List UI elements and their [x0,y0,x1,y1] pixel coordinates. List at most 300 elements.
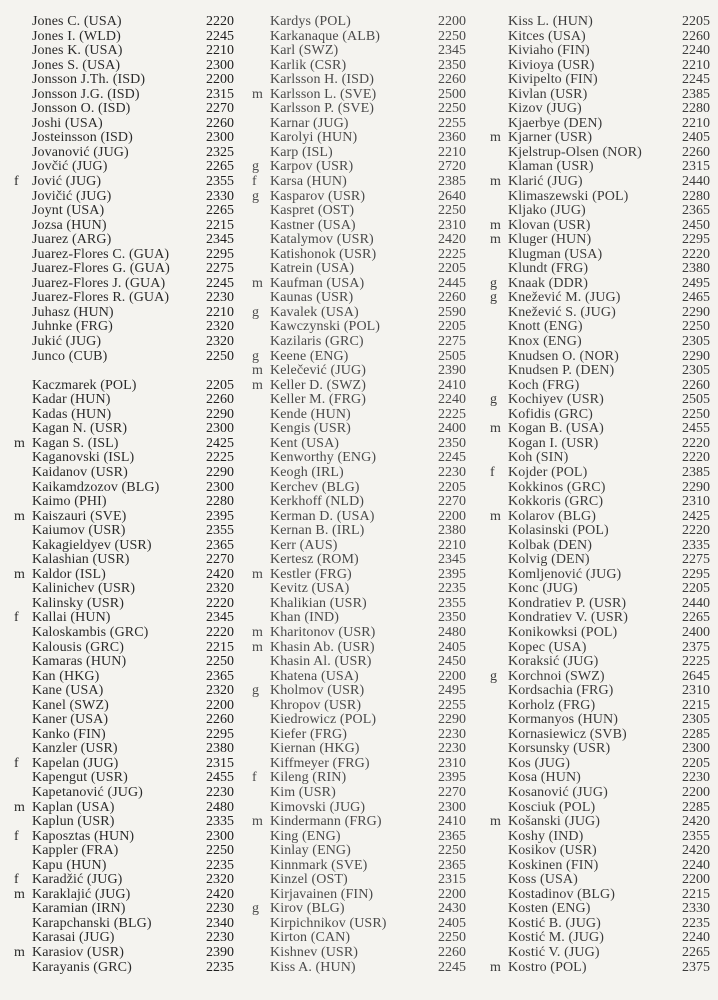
player-rating: 2295 [682,566,710,582]
player-row [488,219,710,234]
player-rating: 2320 [206,319,234,335]
player-row [488,510,710,525]
player-row [12,742,234,757]
player-name: Kornasiewicz (SVB) [508,727,627,742]
player-name: Kagan N. (USR) [32,422,128,437]
player-rating: 2240 [438,392,466,408]
player-row [488,670,710,685]
player-rating: 2215 [682,886,710,902]
player-name: Knaak (DDR) [508,276,589,291]
player-name: Jones K. (USA) [32,44,123,59]
player-rating: 2250 [206,348,234,364]
player-rating: 2210 [438,537,466,553]
player-rating: 2445 [438,275,466,291]
player-row [12,393,234,408]
player-row [488,611,710,626]
player-name: Korsunsky (USR) [508,742,611,757]
player-name: Karp (ISL) [270,145,333,160]
player-name: Kardys (POL) [270,15,351,29]
player-name: Keller D. (SWZ) [270,378,366,393]
player-name: Kapelan (JUG) [32,756,119,771]
player-row [250,597,466,612]
player-name: Kiernan (HKG) [270,742,360,757]
player-rating: 2215 [682,697,710,713]
player-name: Kaimo (PHI) [32,495,107,510]
player-rating: 2250 [438,28,466,44]
player-rating: 2245 [206,28,234,44]
player-row [12,961,234,976]
player-row [488,888,710,903]
player-rating: 2220 [206,595,234,611]
player-row [12,553,234,568]
player-rating: 2210 [682,115,710,131]
player-name: Klovan (USR) [508,218,591,233]
player-name: Kanzler (USR) [32,742,118,757]
player-row [250,15,466,30]
player-name: Kolvig (DEN) [508,553,590,568]
player-name: Kivipelto (FIN) [508,73,598,88]
player-name: Kende (HUN) [270,407,351,422]
player-row [12,801,234,816]
player-row [12,888,234,903]
player-row [250,219,466,234]
player-rating: 2480 [438,624,466,640]
player-rating: 2205 [206,377,234,393]
player-title: g [252,683,259,699]
player-rating: 2310 [438,755,466,771]
player-name: Juarez-Flores G. (GUA) [32,262,170,277]
player-rating: 2310 [682,494,710,510]
player-title: m [14,945,25,960]
player-name: Kostadinov (BLG) [508,887,615,902]
player-row [488,728,710,743]
player-name: Kerchev (BLG) [270,480,360,495]
player-name: Kizov (JUG) [508,102,582,117]
player-rating: 2205 [682,755,710,771]
player-title: m [252,639,263,655]
player-title: f [14,174,19,190]
player-row [250,757,466,772]
player-rating: 2320 [206,683,234,699]
player-rating: 2380 [438,523,466,539]
player-name: King (ENG) [270,829,341,844]
player-row [250,553,466,568]
player-row [250,320,466,335]
player-row [488,248,710,263]
player-rating: 2355 [438,595,466,611]
player-rating: 2640 [438,188,466,204]
player-title: m [490,959,501,975]
player-row [250,291,466,306]
player-row [488,946,710,961]
player-name: Kestler (FRG) [270,567,352,582]
player-name: Kengis (USR) [270,422,351,437]
player-rating: 2225 [438,246,466,262]
player-row [250,481,466,496]
player-row [488,597,710,612]
player-rating: 2365 [682,203,710,219]
player-name: Korchnoi (SWZ) [508,669,605,684]
player-name: Karapchanski (BLG) [32,916,152,931]
player-title: m [252,363,263,379]
player-row [488,131,710,146]
player-row [12,873,234,888]
player-row [250,117,466,132]
player-name: Kormanyos (HUN) [508,713,618,728]
player-rating: 2295 [206,246,234,262]
player-rating: 2200 [438,14,466,29]
player-row [488,320,710,335]
player-name: Khropov (USR) [270,698,362,713]
player-row [12,611,234,626]
player-row [250,859,466,874]
player-rating: 2240 [682,930,710,946]
player-name: Karl (SWZ) [270,44,339,59]
player-rating: 2505 [438,348,466,364]
player-name: Koss (USA) [508,873,578,888]
player-row [250,350,466,365]
player-row [488,59,710,74]
player-rating: 2260 [438,290,466,306]
player-title: m [490,174,501,190]
player-row [12,44,234,59]
player-name: Kopec (USA) [508,640,587,655]
player-rating: 2345 [438,43,466,59]
player-name: Kaganovski (ISL) [32,451,135,466]
player-row [12,88,234,103]
player-row [488,961,710,976]
player-rating: 2290 [682,479,710,495]
player-rating: 2220 [682,450,710,466]
player-rating: 2330 [206,188,234,204]
player-rating: 2260 [682,377,710,393]
player-rating: 2245 [438,450,466,466]
player-title: g [252,348,259,364]
player-rating: 2305 [682,334,710,350]
player-row [12,248,234,263]
player-row [12,844,234,859]
player-rating: 2505 [682,392,710,408]
player-name: Kaikamdzozov (BLG) [32,480,160,495]
player-name: Karpov (USR) [270,160,354,175]
player-rating: 2215 [206,639,234,655]
player-row [12,699,234,714]
player-row [12,408,234,423]
player-title: m [252,377,263,393]
player-name: Jonsson J.Th. (ISD) [32,73,146,88]
player-name: Juarez-Flores C. (GUA) [32,247,170,262]
player-title: g [490,668,497,684]
player-name: Kaplun (USR) [32,815,115,830]
player-rating: 2405 [438,639,466,655]
player-name: Jones I. (WLD) [32,29,121,44]
player-name: Kalinichev (USR) [32,582,136,597]
player-name: Kim (USR) [270,785,336,800]
player-row [12,350,234,365]
player-rating: 2260 [206,712,234,728]
player-row [12,437,234,452]
player-row [488,481,710,496]
player-row [12,262,234,277]
player-rating: 2410 [438,377,466,393]
player-rating: 2380 [682,261,710,277]
player-rating: 2260 [206,115,234,131]
player-rating: 2200 [438,668,466,684]
player-name: Jovčić (JUG) [32,160,108,175]
player-rating: 2360 [438,130,466,146]
player-name: Juhasz (HUN) [32,305,114,320]
player-rating: 2255 [438,697,466,713]
player-row [250,641,466,656]
player-row [488,684,710,699]
player-row [488,786,710,801]
player-rating: 2205 [438,261,466,277]
player-row [250,626,466,641]
player-rating: 2350 [438,610,466,626]
player-row [488,262,710,277]
player-row [12,146,234,161]
player-rating: 2395 [438,770,466,786]
column-3 [488,15,710,975]
player-row [250,306,466,321]
player-name: Koraksić (JUG) [508,655,599,670]
player-name: Kordsachia (FRG) [508,684,614,699]
player-rating: 2335 [682,537,710,553]
player-row [488,568,710,583]
player-row [12,582,234,597]
player-row [12,713,234,728]
player-name: Kent (USA) [270,436,340,451]
player-row [488,757,710,772]
player-name: Karaklajić (JUG) [32,887,131,902]
player-row [12,15,234,30]
player-name: Kenworthy (ENG) [270,451,377,466]
player-title: f [14,610,19,626]
player-name: Komljenović (JUG) [508,567,622,582]
player-rating: 2250 [438,843,466,859]
player-rating: 2400 [438,421,466,437]
player-row [12,73,234,88]
player-row [12,510,234,525]
player-rating: 2390 [438,363,466,379]
player-name: Kaspret (OST) [270,204,355,219]
player-rating: 2395 [206,508,234,524]
player-name: Kosa (HUN) [508,771,581,786]
player-rating: 2295 [206,726,234,742]
player-row [12,931,234,946]
player-name: Kerkhoff (NLD) [270,495,365,510]
player-name: Keogh (IRL) [270,465,344,480]
player-rating: 2215 [206,217,234,233]
player-row [250,844,466,859]
player-rating: 2385 [682,464,710,480]
player-rating: 2365 [438,828,466,844]
player-name: Jukić (JUG) [32,335,102,350]
player-name: Kiedrowicz (POL) [270,713,377,728]
player-name: Kinlay (ENG) [270,844,351,859]
player-rating: 2300 [206,828,234,844]
player-rating: 2235 [206,959,234,975]
player-rating: 2280 [206,494,234,510]
player-name: Kakagieldyev (USR) [32,538,152,553]
player-row [12,771,234,786]
player-title: f [252,770,257,786]
player-name: Kiss L. (HUN) [508,15,593,29]
player-name: Klugman (USA) [508,247,603,262]
player-name: Karlik (CSR) [270,58,347,73]
player-name: Jovičić (JUG) [32,189,112,204]
player-name: Josteinsson (ISD) [32,131,133,146]
player-rating: 2405 [438,915,466,931]
player-row [250,379,466,394]
player-row [250,466,466,481]
player-row [250,582,466,597]
player-name: Kogan I. (USR) [508,436,599,451]
player-rating: 2275 [206,261,234,277]
player-row [250,873,466,888]
player-row [488,917,710,932]
player-row [488,44,710,59]
player-row [488,713,710,728]
player-rating: 2455 [206,770,234,786]
player-row [12,451,234,466]
player-row [12,306,234,321]
player-row [488,88,710,103]
player-row [250,335,466,350]
player-name: Kluger (HUN) [508,233,592,248]
player-row [488,146,710,161]
player-name: Kapu (HUN) [32,858,107,873]
player-name: Khasin Ab. (USR) [270,640,375,655]
player-row [488,408,710,423]
player-rating: 2300 [438,799,466,815]
player-name: Kinnmark (SVE) [270,858,368,873]
player-name: Kokkinos (GRC) [508,480,606,495]
player-rating: 2305 [682,363,710,379]
player-name: Knežević S. (JUG) [508,305,616,320]
player-rating: 2310 [438,217,466,233]
player-name: Juarez-Flores J. (GUA) [32,276,166,291]
player-name: Kirov (BLG) [270,902,345,917]
player-row [488,873,710,888]
player-name: Kiefer (FRG) [270,727,348,742]
player-name: Kapetanović (JUG) [32,785,143,800]
player-row [250,771,466,786]
player-rating: 2300 [206,421,234,437]
player-name: Kiss A. (HUN) [270,960,356,975]
player-rating: 2235 [682,915,710,931]
player-row [488,306,710,321]
player-name: Kokkoris (GRC) [508,495,604,510]
player-row [250,495,466,510]
player-rating: 2425 [206,435,234,451]
player-title: m [14,508,25,524]
player-rating: 2440 [682,174,710,190]
player-row [250,44,466,59]
player-name: Kastner (USA) [270,218,356,233]
player-rating: 2385 [682,86,710,102]
player-name: Kofidis (GRC) [508,407,593,422]
player-rating: 2265 [682,945,710,960]
player-name: Kholmov (USR) [270,684,365,699]
player-rating: 2315 [206,86,234,102]
player-rating: 2495 [438,683,466,699]
player-rating: 2465 [682,290,710,306]
player-name: Kamaras (HUN) [32,655,127,670]
player-name: Kerman D. (USA) [270,509,375,524]
player-title: m [252,566,263,582]
player-row [488,859,710,874]
player-rating: 2200 [682,872,710,888]
player-name: Kalinsky (USR) [32,596,125,611]
player-name: Knott (ENG) [508,320,583,335]
player-row [488,902,710,917]
player-name: Kalashian (USR) [32,553,130,568]
player-name: Katishonok (USR) [270,247,377,262]
player-name: Kolarov (BLG) [508,509,597,524]
player-rating: 2320 [206,872,234,888]
player-name: Kelečević (JUG) [270,364,366,379]
player-name: Kerr (AUS) [270,538,338,553]
player-rating: 2420 [438,232,466,248]
player-row [12,117,234,132]
player-rating: 2240 [682,857,710,873]
player-name: Koch (FRG) [508,378,580,393]
player-row [12,568,234,583]
player-rating: 2200 [438,886,466,902]
player-row [12,30,234,45]
player-name: Kaplan (USA) [32,800,115,815]
player-rating: 2450 [438,654,466,670]
player-row [12,684,234,699]
player-row [488,335,710,350]
player-name: Kharitonov (USR) [270,625,376,640]
player-name: Koshy (IND) [508,829,584,844]
player-row [250,88,466,103]
player-rating: 2345 [206,610,234,626]
player-row [250,277,466,292]
player-row [250,131,466,146]
player-rating: 2365 [206,668,234,684]
player-row [12,539,234,554]
player-rating: 2365 [206,537,234,553]
player-rating: 2225 [206,450,234,466]
player-rating: 2355 [206,174,234,190]
player-rating: 2340 [206,915,234,931]
player-name: Kaloskambis (GRC) [32,625,149,640]
player-rating: 2260 [438,945,466,960]
player-row [488,233,710,248]
player-row [488,102,710,117]
player-name: Khan (IND) [270,611,340,626]
player-name: Kogan B. (USA) [508,422,604,437]
player-name: Keene (ENG) [270,349,349,364]
player-name: Kivlan (USR) [508,87,588,102]
player-name: Jones S. (USA) [32,58,121,73]
player-row [12,481,234,496]
player-rating: 2260 [206,392,234,408]
player-name: Kertesz (ROM) [270,553,359,568]
player-row [488,73,710,88]
player-name: Knox (ENG) [508,335,582,350]
player-row [12,335,234,350]
player-rating: 2230 [438,464,466,480]
player-row [250,233,466,248]
player-rating: 2290 [682,304,710,320]
player-name: Konc (JUG) [508,582,578,597]
player-rating: 2410 [438,814,466,830]
player-row [488,422,710,437]
